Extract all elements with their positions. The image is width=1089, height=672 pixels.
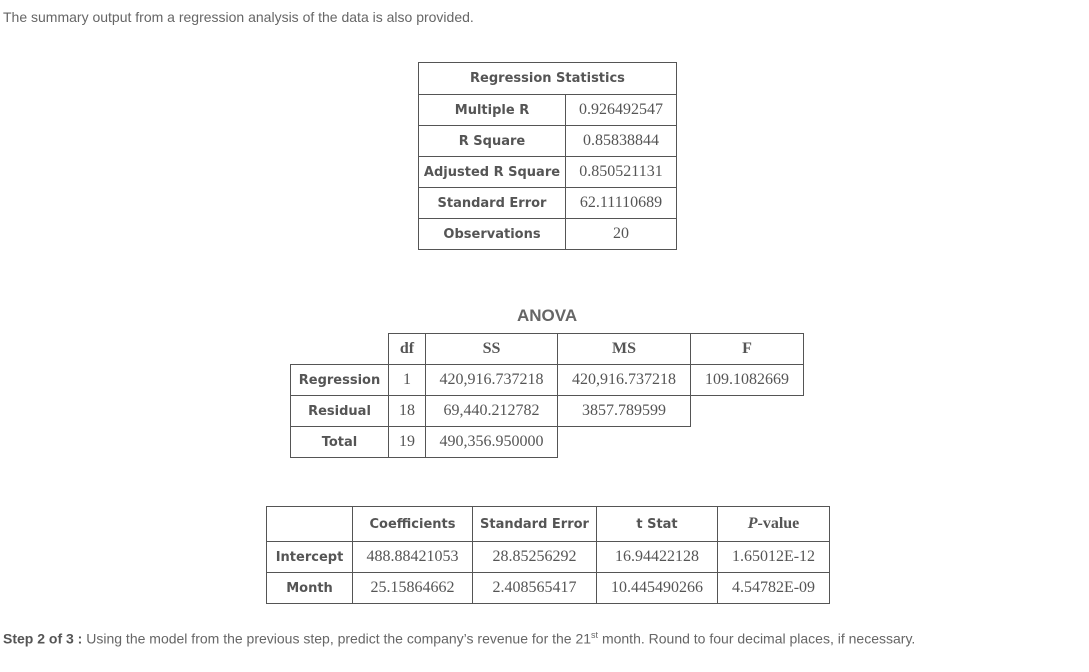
stat-label: Observations	[419, 219, 566, 250]
table-row	[267, 573, 830, 604]
empty-cell	[267, 507, 353, 542]
t-stat-cell: 16.94422128	[597, 542, 718, 573]
coefficient-cell: 25.15864662	[353, 573, 473, 604]
table-row	[419, 157, 677, 188]
table-header-row	[291, 334, 804, 365]
table-row	[267, 542, 830, 573]
ss-cell: 490,356.950000	[426, 427, 558, 458]
regression-statistics-table	[418, 62, 677, 250]
empty-cell	[291, 334, 389, 365]
empty-cell	[558, 427, 691, 458]
row-label: Regression	[291, 365, 389, 396]
row-label: Residual	[291, 396, 389, 427]
table-row	[419, 188, 677, 219]
column-header-p-value	[718, 507, 830, 542]
stat-value: 20	[566, 219, 677, 250]
p-letter: P	[747, 515, 758, 532]
coefficients-table	[266, 506, 830, 604]
column-header-ss: SS	[426, 334, 558, 365]
table-row	[291, 396, 804, 427]
column-header-f: F	[691, 334, 804, 365]
column-header-coefficients: Coefficients	[353, 507, 473, 542]
step-text-before: Using the model from the previous step, predict the company’s revenue for the 21	[82, 630, 592, 647]
p-value-cell: 1.65012E-12	[718, 542, 830, 573]
step-instruction	[3, 630, 915, 647]
ss-cell: 420,916.737218	[426, 365, 558, 396]
df-cell: 19	[389, 427, 426, 458]
t-stat-cell: 10.445490266	[597, 573, 718, 604]
regression-statistics-title: Regression Statistics	[419, 63, 677, 95]
anova-title: ANOVA	[517, 306, 578, 325]
table-row	[291, 365, 804, 396]
row-label: Month	[267, 573, 353, 604]
row-label: Total	[291, 427, 389, 458]
ms-cell: 3857.789599	[558, 396, 691, 427]
intro-text: The summary output from a regression analysis of the data is also provided.	[3, 9, 474, 25]
row-label: Intercept	[267, 542, 353, 573]
ss-cell: 69,440.212782	[426, 396, 558, 427]
stat-value: 0.85838844	[566, 126, 677, 157]
f-cell: 109.1082669	[691, 365, 804, 396]
column-header-df: df	[389, 334, 426, 365]
column-header-standard-error: Standard Error	[473, 507, 597, 542]
stat-value: 0.850521131	[566, 157, 677, 188]
standard-error-cell: 2.408565417	[473, 573, 597, 604]
standard-error-cell: 28.85256292	[473, 542, 597, 573]
step-superscript: st	[591, 630, 599, 640]
empty-cell	[691, 396, 804, 427]
step-label: Step 2 of 3 :	[3, 630, 83, 647]
stat-value: 0.926492547	[566, 95, 677, 126]
column-header-t-stat: t Stat	[597, 507, 718, 542]
table-row	[419, 219, 677, 250]
stat-label: R Square	[419, 126, 566, 157]
stat-label: Multiple R	[419, 95, 566, 126]
table-header-row	[267, 507, 830, 542]
stat-label: Standard Error	[419, 188, 566, 219]
table-row	[419, 95, 677, 126]
table-row	[419, 126, 677, 157]
p-value-cell: 4.54782E-09	[718, 573, 830, 604]
coefficient-cell: 488.88421053	[353, 542, 473, 573]
df-cell: 18	[389, 396, 426, 427]
table-row	[291, 427, 804, 458]
ms-cell: 420,916.737218	[558, 365, 691, 396]
step-text-after: month. Round to four decimal places, if necessary.	[598, 630, 916, 647]
value-suffix: -value	[757, 515, 800, 532]
anova-table	[290, 333, 804, 458]
empty-cell	[691, 427, 804, 458]
stat-value: 62.11110689	[566, 188, 677, 219]
df-cell: 1	[389, 365, 426, 396]
column-header-ms: MS	[558, 334, 691, 365]
stat-label: Adjusted R Square	[419, 157, 566, 188]
